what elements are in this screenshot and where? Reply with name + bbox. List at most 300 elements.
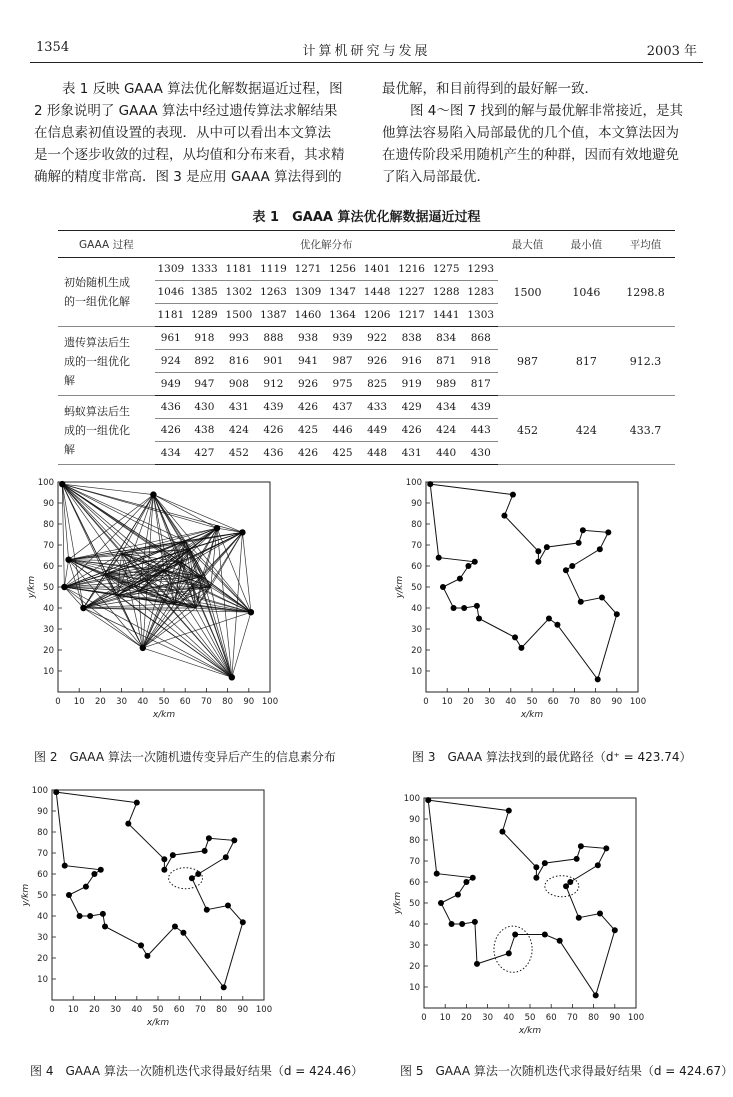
x-tick-label: 70 bbox=[194, 1005, 206, 1015]
table-cell: 1347 bbox=[325, 281, 360, 304]
city-point bbox=[436, 555, 442, 561]
x-tick-label: 60 bbox=[179, 697, 191, 707]
y-tick-label: 10 bbox=[43, 667, 54, 677]
x-tick-label: 10 bbox=[439, 1013, 451, 1023]
table-cell: 1500 bbox=[222, 304, 257, 327]
figure-3-caption: 图 3 GAAA 算法找到的最优路径（d⁺ = 423.74） bbox=[412, 750, 692, 764]
text-line: 2 形象说明了 GAAA 算法中经过遗传算法求解结果 bbox=[34, 103, 338, 119]
x-tick-label: 20 bbox=[460, 1013, 472, 1023]
city-point bbox=[221, 984, 227, 990]
y-tick-label: 10 bbox=[37, 975, 48, 985]
city-point bbox=[597, 911, 603, 917]
table-cell: 1303 bbox=[463, 304, 498, 327]
table-cell: 901 bbox=[256, 350, 291, 373]
x-tick-label: 90 bbox=[609, 1013, 621, 1023]
table-stat-min: 817 bbox=[557, 327, 616, 396]
x-tick-label: 50 bbox=[158, 697, 170, 707]
city-point bbox=[425, 797, 431, 803]
y-tick-label: 100 bbox=[405, 478, 422, 488]
city-point bbox=[138, 942, 144, 948]
city-point bbox=[134, 800, 140, 806]
y-tick-label: 70 bbox=[37, 849, 48, 859]
table-header-distribution: 优化解分布 bbox=[155, 231, 498, 258]
table-cell: 426 bbox=[394, 419, 429, 442]
x-tick-label: 20 bbox=[462, 697, 474, 707]
table-cell: 424 bbox=[222, 419, 257, 442]
city-point bbox=[459, 921, 465, 927]
city-point bbox=[91, 871, 97, 877]
table-cell: 425 bbox=[325, 442, 360, 465]
city-point bbox=[440, 584, 446, 590]
city-point bbox=[535, 559, 541, 565]
table-cell: 938 bbox=[291, 327, 326, 350]
city-point bbox=[546, 616, 552, 622]
table-stat-max: 987 bbox=[498, 327, 557, 396]
x-tick-label: 100 bbox=[629, 697, 647, 707]
city-point bbox=[223, 854, 229, 860]
table-row bbox=[58, 396, 675, 419]
city-point bbox=[563, 883, 569, 889]
city-point bbox=[189, 875, 195, 881]
y-tick-label: 30 bbox=[43, 625, 54, 635]
city-point bbox=[87, 913, 93, 919]
x-tick-label: 100 bbox=[255, 1005, 273, 1015]
y-tick-label: 50 bbox=[37, 891, 48, 901]
y-tick-label: 30 bbox=[37, 933, 48, 943]
city-point bbox=[102, 924, 108, 930]
y-tick-label: 80 bbox=[37, 828, 48, 838]
x-tick-label: 90 bbox=[237, 1005, 249, 1015]
table-cell: 926 bbox=[291, 373, 326, 396]
city-point bbox=[595, 676, 601, 682]
table-cell: 448 bbox=[360, 442, 395, 465]
city-point bbox=[557, 938, 563, 944]
table-stat-min: 424 bbox=[557, 396, 616, 465]
table-header-min: 最小值 bbox=[557, 231, 616, 258]
city-point bbox=[161, 867, 167, 873]
table-cell: 817 bbox=[463, 373, 498, 396]
city-point bbox=[434, 871, 440, 877]
city-point bbox=[172, 924, 178, 930]
tour-path bbox=[428, 800, 615, 995]
city-point bbox=[576, 540, 582, 546]
table-cell: 430 bbox=[187, 396, 222, 419]
text-line: 他算法容易陷入局部最优的几个值，本文算法因为 bbox=[382, 125, 679, 141]
table-cell: 436 bbox=[256, 442, 291, 465]
text-line: 在信息素初值设置的表现．从中可以看出本文算法 bbox=[34, 125, 331, 141]
city-point bbox=[225, 903, 231, 909]
city-point bbox=[229, 674, 235, 680]
city-point bbox=[533, 875, 539, 881]
city-point bbox=[239, 529, 245, 535]
table-cell: 825 bbox=[360, 373, 395, 396]
city-point bbox=[438, 900, 444, 906]
table-cell: 1441 bbox=[429, 304, 464, 327]
figure-5-path-chart bbox=[386, 786, 716, 1041]
header-rule bbox=[30, 62, 703, 63]
pheromone-edge bbox=[143, 604, 175, 648]
city-point bbox=[180, 930, 186, 936]
paragraph-right bbox=[382, 78, 683, 188]
x-tick-label: 60 bbox=[547, 697, 559, 707]
table-cell: 838 bbox=[394, 327, 429, 350]
plot-frame bbox=[426, 482, 638, 692]
group-label bbox=[58, 258, 155, 327]
city-point bbox=[578, 843, 584, 849]
city-point bbox=[510, 492, 516, 498]
table-cell: 947 bbox=[187, 373, 222, 396]
city-point bbox=[214, 525, 220, 531]
table-cell: 834 bbox=[429, 327, 464, 350]
pheromone-edge bbox=[242, 532, 250, 612]
city-point bbox=[563, 567, 569, 573]
x-tick-label: 80 bbox=[590, 697, 602, 707]
city-point bbox=[161, 856, 167, 862]
x-tick-label: 50 bbox=[152, 1005, 164, 1015]
x-tick-label: 70 bbox=[200, 697, 212, 707]
city-point bbox=[206, 835, 212, 841]
y-tick-label: 20 bbox=[43, 646, 54, 656]
journal-title: 计算机研究与发展 bbox=[302, 44, 431, 59]
city-point bbox=[542, 932, 548, 938]
city-point bbox=[65, 557, 71, 563]
table-cell: 908 bbox=[222, 373, 257, 396]
city-point bbox=[80, 605, 86, 611]
city-point bbox=[474, 603, 480, 609]
group-label bbox=[58, 327, 155, 396]
figure-3-optimal-path-chart bbox=[388, 470, 718, 725]
table-cell: 912 bbox=[256, 373, 291, 396]
group-label-line: 遗传算法后生 bbox=[64, 335, 130, 349]
table-cell: 1283 bbox=[463, 281, 498, 304]
y-tick-label: 40 bbox=[409, 920, 420, 930]
city-point bbox=[170, 852, 176, 858]
city-point bbox=[506, 950, 512, 956]
city-point bbox=[83, 884, 89, 890]
x-tick-label: 100 bbox=[627, 1013, 645, 1023]
table-cell: 816 bbox=[222, 350, 257, 373]
table-cell: 1263 bbox=[256, 281, 291, 304]
x-tick-label: 70 bbox=[568, 697, 580, 707]
table-stat-max: 452 bbox=[498, 396, 557, 465]
tour-path bbox=[56, 792, 243, 987]
table-cell: 1217 bbox=[394, 304, 429, 327]
x-tick-label: 60 bbox=[545, 1013, 557, 1023]
city-point bbox=[542, 860, 548, 866]
pheromone-edge bbox=[232, 612, 251, 677]
city-point bbox=[574, 856, 580, 862]
y-tick-label: 60 bbox=[411, 562, 422, 572]
table-title: 表 1 GAAA 算法优化解数据逼近过程 bbox=[252, 210, 481, 225]
table-cell: 437 bbox=[325, 396, 360, 419]
table-cell: 1256 bbox=[325, 258, 360, 281]
city-point bbox=[578, 599, 584, 605]
table-cell: 918 bbox=[463, 350, 498, 373]
pheromone-edge bbox=[62, 484, 217, 528]
x-tick-label: 30 bbox=[110, 1005, 122, 1015]
city-point bbox=[77, 913, 83, 919]
group-label-line: 初始随机生成 bbox=[64, 276, 130, 289]
table-cell: 868 bbox=[463, 327, 498, 350]
table-cell: 916 bbox=[394, 350, 429, 373]
table-cell: 888 bbox=[256, 327, 291, 350]
x-tick-label: 90 bbox=[611, 697, 623, 707]
y-tick-label: 10 bbox=[411, 667, 422, 677]
x-tick-label: 30 bbox=[484, 697, 496, 707]
city-point bbox=[499, 829, 505, 835]
table-cell: 427 bbox=[187, 442, 222, 465]
y-tick-label: 70 bbox=[409, 857, 420, 867]
table-cell: 941 bbox=[291, 350, 326, 373]
city-point bbox=[554, 622, 560, 628]
y-tick-label: 50 bbox=[43, 583, 54, 593]
city-point bbox=[593, 992, 599, 998]
pheromone-edge bbox=[83, 608, 142, 648]
city-point bbox=[449, 921, 455, 927]
city-point bbox=[461, 605, 467, 611]
city-point bbox=[204, 907, 210, 913]
x-tick-label: 40 bbox=[137, 697, 149, 707]
city-point bbox=[240, 919, 246, 925]
city-point bbox=[465, 563, 471, 569]
highlight-ellipse bbox=[169, 868, 203, 889]
table-cell: 431 bbox=[222, 396, 257, 419]
figure-5-caption: 图 5 GAAA 算法一次随机迭代求得最好结果（d = 424.67） bbox=[400, 1064, 733, 1078]
highlight-ellipse bbox=[545, 876, 579, 897]
table-cell: 926 bbox=[360, 350, 395, 373]
text-line: 最优解，和目前得到的最好解一致． bbox=[382, 81, 598, 97]
table-header-process: GAAA 过程 bbox=[58, 231, 155, 258]
city-point bbox=[580, 527, 586, 533]
y-tick-label: 90 bbox=[37, 807, 48, 817]
city-point bbox=[535, 548, 541, 554]
city-point bbox=[463, 879, 469, 885]
x-tick-label: 20 bbox=[94, 697, 106, 707]
city-point bbox=[605, 529, 611, 535]
table-cell: 433 bbox=[360, 396, 395, 419]
city-point bbox=[457, 576, 463, 582]
y-tick-label: 60 bbox=[409, 878, 420, 888]
y-tick-label: 70 bbox=[411, 541, 422, 551]
table-cell: 429 bbox=[394, 396, 429, 419]
table-cell: 975 bbox=[325, 373, 360, 396]
table-cell: 440 bbox=[429, 442, 464, 465]
group-label bbox=[58, 396, 155, 465]
city-point bbox=[427, 481, 433, 487]
city-point bbox=[125, 821, 131, 827]
table-cell: 446 bbox=[325, 419, 360, 442]
y-tick-label: 30 bbox=[409, 941, 420, 951]
city-point bbox=[66, 892, 72, 898]
table-cell: 1289 bbox=[187, 304, 222, 327]
text-line: 确解的精度非常高．图 3 是应用 GAAA 算法得到的 bbox=[34, 169, 342, 185]
table-stat-min: 1046 bbox=[557, 258, 616, 327]
text-line: 是一个逐步收敛的过程，从均值和分布来看，其求精 bbox=[34, 147, 345, 163]
table-cell: 1309 bbox=[155, 258, 188, 281]
table-cell: 924 bbox=[155, 350, 188, 373]
y-tick-label: 40 bbox=[43, 604, 54, 614]
year: 2003 年 bbox=[646, 44, 697, 59]
paragraph-left bbox=[34, 78, 345, 188]
group-label-line: 的一组优化解 bbox=[64, 295, 130, 308]
city-point bbox=[518, 645, 524, 651]
y-tick-label: 90 bbox=[411, 499, 422, 509]
y-tick-label: 80 bbox=[411, 520, 422, 530]
y-tick-label: 70 bbox=[43, 541, 54, 551]
y-tick-label: 50 bbox=[409, 899, 420, 909]
x-tick-label: 40 bbox=[503, 1013, 515, 1023]
table-cell: 1206 bbox=[360, 304, 395, 327]
x-tick-label: 30 bbox=[116, 697, 128, 707]
table-cell: 443 bbox=[463, 419, 498, 442]
table-cell: 426 bbox=[291, 396, 326, 419]
x-tick-label: 30 bbox=[482, 1013, 494, 1023]
y-tick-label: 100 bbox=[31, 786, 48, 796]
city-point bbox=[576, 915, 582, 921]
y-tick-label: 90 bbox=[409, 815, 420, 825]
table-cell: 1333 bbox=[187, 258, 222, 281]
table-cell: 426 bbox=[155, 419, 188, 442]
y-tick-label: 60 bbox=[43, 562, 54, 572]
x-axis-label: x/km bbox=[520, 710, 544, 720]
city-point bbox=[140, 645, 146, 651]
table-cell: 431 bbox=[394, 442, 429, 465]
table-cell: 1275 bbox=[429, 258, 464, 281]
table-cell: 438 bbox=[187, 419, 222, 442]
table-cell: 1460 bbox=[291, 304, 326, 327]
x-tick-label: 100 bbox=[261, 697, 279, 707]
x-tick-label: 0 bbox=[49, 1005, 55, 1015]
table-cell: 949 bbox=[155, 373, 188, 396]
x-axis-label: x/km bbox=[518, 1026, 542, 1036]
y-tick-label: 90 bbox=[43, 499, 54, 509]
city-point bbox=[144, 953, 150, 959]
group-label-line: 成的一组优化 bbox=[64, 423, 130, 437]
table-cell: 1181 bbox=[155, 304, 188, 327]
table-cell: 426 bbox=[256, 419, 291, 442]
y-tick-label: 20 bbox=[37, 954, 48, 964]
city-point bbox=[451, 605, 457, 611]
table-header-max: 最大值 bbox=[498, 231, 557, 258]
city-point bbox=[603, 845, 609, 851]
table-cell: 1309 bbox=[291, 281, 326, 304]
figure-4-caption: 图 4 GAAA 算法一次随机迭代求得最好结果（d = 424.46） bbox=[30, 1064, 364, 1078]
pheromone-edge bbox=[117, 595, 142, 648]
y-tick-label: 30 bbox=[411, 625, 422, 635]
city-point bbox=[612, 927, 618, 933]
tour-path bbox=[430, 484, 617, 679]
group-label-line: 成的一组优化 bbox=[64, 354, 130, 368]
city-point bbox=[599, 595, 605, 601]
x-tick-label: 10 bbox=[73, 697, 85, 707]
city-point bbox=[472, 919, 478, 925]
table-cell: 452 bbox=[222, 442, 257, 465]
x-tick-label: 40 bbox=[505, 697, 517, 707]
figure-2-pheromone-chart bbox=[20, 470, 350, 725]
table-cell: 1271 bbox=[291, 258, 326, 281]
city-point bbox=[614, 611, 620, 617]
table-cell: 424 bbox=[429, 419, 464, 442]
table-cell: 1119 bbox=[256, 258, 291, 281]
x-tick-label: 80 bbox=[588, 1013, 600, 1023]
x-tick-label: 50 bbox=[526, 697, 538, 707]
table-cell: 1387 bbox=[256, 304, 291, 327]
y-tick-label: 60 bbox=[37, 870, 48, 880]
city-point bbox=[470, 875, 476, 881]
table-cell: 434 bbox=[429, 396, 464, 419]
text-line: 图 4～图 7 找到的解与最优解非常接近，是其 bbox=[410, 103, 684, 119]
table-cell: 425 bbox=[291, 419, 326, 442]
page-number: 1354 bbox=[36, 40, 70, 55]
table-cell: 1181 bbox=[222, 258, 257, 281]
text-line: 在遗传阶段采用随机产生的种群，因而有效地避免 bbox=[382, 147, 679, 163]
table-cell: 449 bbox=[360, 419, 395, 442]
x-tick-label: 60 bbox=[173, 1005, 185, 1015]
city-point bbox=[544, 544, 550, 550]
table-cell: 961 bbox=[155, 327, 188, 350]
figure-4-path-chart bbox=[14, 778, 344, 1033]
city-point bbox=[597, 546, 603, 552]
table-cell: 1227 bbox=[394, 281, 429, 304]
city-point bbox=[595, 862, 601, 868]
table-header-avg: 平均值 bbox=[616, 231, 675, 258]
group-label-line: 解 bbox=[64, 442, 75, 456]
x-tick-label: 50 bbox=[524, 1013, 536, 1023]
table-cell: 1046 bbox=[155, 281, 188, 304]
plot-frame bbox=[424, 798, 636, 1008]
city-point bbox=[150, 491, 156, 497]
x-tick-label: 80 bbox=[222, 697, 234, 707]
y-tick-label: 40 bbox=[411, 604, 422, 614]
table-cell: 439 bbox=[463, 396, 498, 419]
city-point bbox=[100, 911, 106, 917]
table-cell: 993 bbox=[222, 327, 257, 350]
city-point bbox=[512, 634, 518, 640]
y-axis-label: y/km bbox=[21, 883, 31, 907]
y-axis-label: y/km bbox=[393, 891, 403, 915]
table-cell: 1401 bbox=[360, 258, 395, 281]
city-point bbox=[476, 616, 482, 622]
table-cell: 1288 bbox=[429, 281, 464, 304]
table-stat-avg: 1298.8 bbox=[616, 258, 675, 327]
table-cell: 939 bbox=[325, 327, 360, 350]
table-cell: 436 bbox=[155, 396, 188, 419]
table-cell: 426 bbox=[291, 442, 326, 465]
city-point bbox=[512, 932, 518, 938]
city-point bbox=[506, 808, 512, 814]
y-tick-label: 80 bbox=[43, 520, 54, 530]
table-cell: 1216 bbox=[394, 258, 429, 281]
group-label-line: 解 bbox=[64, 373, 75, 387]
city-point bbox=[533, 864, 539, 870]
x-tick-label: 70 bbox=[566, 1013, 578, 1023]
table-cell: 430 bbox=[463, 442, 498, 465]
x-tick-label: 0 bbox=[421, 1013, 427, 1023]
city-point bbox=[501, 513, 507, 519]
x-tick-label: 80 bbox=[216, 1005, 228, 1015]
y-tick-label: 10 bbox=[409, 983, 420, 993]
city-point bbox=[202, 848, 208, 854]
table-cell: 1293 bbox=[463, 258, 498, 281]
x-tick-label: 40 bbox=[131, 1005, 143, 1015]
city-point bbox=[569, 563, 575, 569]
city-point bbox=[53, 789, 59, 795]
table-row bbox=[58, 327, 675, 350]
table-cell: 989 bbox=[429, 373, 464, 396]
text-line: 表 1 反映 GAAA 算法优化解数据逼近过程，图 bbox=[62, 81, 343, 97]
data-table bbox=[58, 230, 675, 465]
group-label-line: 蚂蚁算法后生 bbox=[64, 404, 130, 418]
